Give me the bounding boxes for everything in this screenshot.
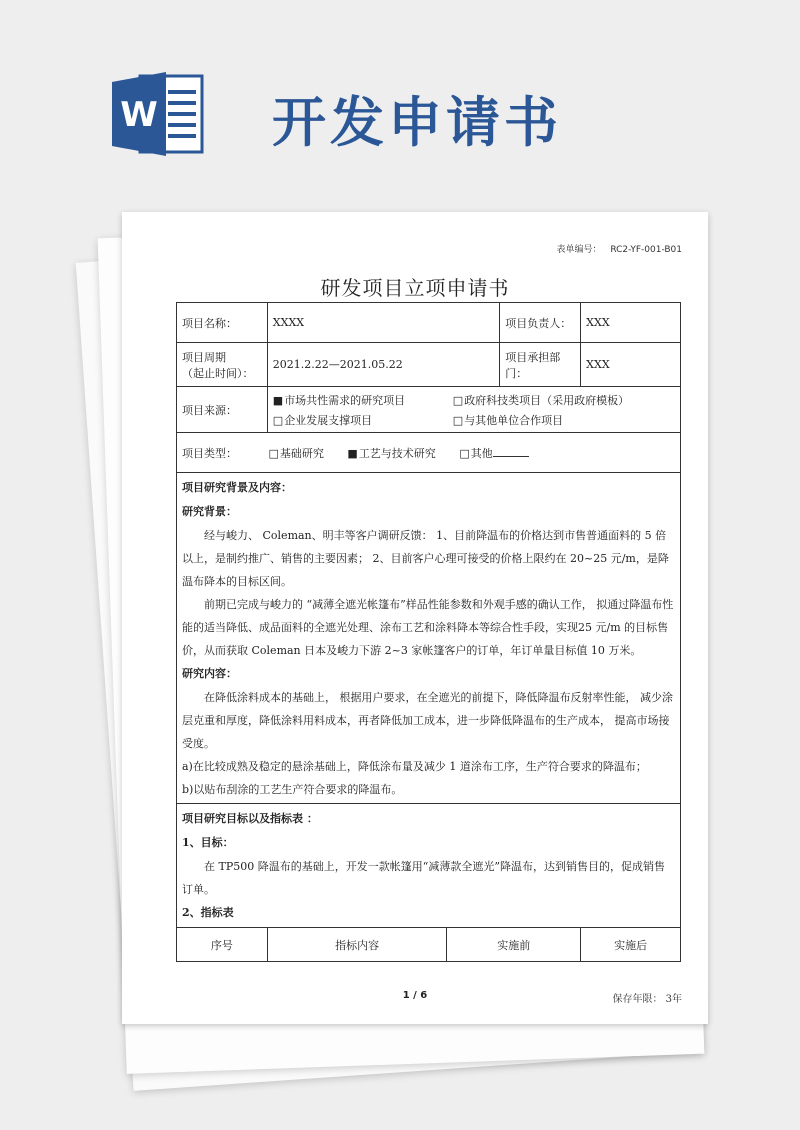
application-form-table <box>176 302 681 962</box>
content-item-b: b)以贴布刮涂的工艺生产符合要求的降温布。 <box>182 783 403 796</box>
option-label: 工艺与技术研究 <box>358 446 436 460</box>
checked-box-icon: ■ <box>272 393 284 407</box>
period-label-line2: （起止时间）： <box>182 366 254 380</box>
unchecked-box-icon: □ <box>452 413 464 427</box>
form-row-type <box>177 433 681 473</box>
option-label: 基础研究 <box>279 446 324 460</box>
other-blank-line <box>493 446 529 457</box>
type-option-basic[interactable] <box>269 445 324 461</box>
type-option-process[interactable] <box>347 445 435 461</box>
unchecked-box-icon: □ <box>272 413 284 427</box>
owner-label: 项目负责人： <box>500 303 581 343</box>
unchecked-box-icon: □ <box>459 446 470 460</box>
dept-value: XXX <box>581 343 681 387</box>
form-number-value: RC2-YF-001-B01 <box>610 245 682 255</box>
content-title: 研究内容： <box>182 667 237 680</box>
project-name-value: XXXX <box>267 303 500 343</box>
word-document-icon <box>110 70 210 158</box>
type-label: 项目类型： <box>182 446 237 460</box>
period-value: 2021.2.22—2021.05.22 <box>267 343 500 387</box>
form-number-label: 表单编号： <box>556 245 602 255</box>
project-type <box>177 433 681 473</box>
svg-text:W: W <box>120 95 158 135</box>
source-options <box>267 387 680 433</box>
index-header-content: 指标内容 <box>267 928 447 962</box>
option-label: 与其他单位合作项目 <box>464 413 564 427</box>
owner-value: XXX <box>581 303 681 343</box>
project-name-label: 项目名称： <box>177 303 268 343</box>
background-title: 研究背景： <box>182 505 237 518</box>
index-table-header <box>177 928 681 962</box>
content-paragraph: 在降低涂料成本的基础上， 根据用户要求，在全遮光的前提下，降低降温布反射率性能， 减少涂层克重和厚度，降低涂料用料成本，再者降低加工成本，进一步降低降温布的生产成本， 提高市场接受度。 <box>182 691 673 750</box>
option-label: 市场共性需求的研究项目 <box>284 393 406 407</box>
background-section <box>177 473 681 804</box>
index-title: 2、指标表 <box>182 906 234 919</box>
source-option-market[interactable] <box>273 392 453 408</box>
page-number: 1 / 6 <box>402 990 428 1001</box>
source-option-enterprise[interactable] <box>273 412 453 428</box>
goals-section-title: 项目研究目标以及指标表 ： <box>182 812 318 825</box>
source-label: 项目来源： <box>177 387 268 433</box>
period-label-line1: 项目周期 <box>182 350 226 364</box>
form-row-source <box>177 387 681 433</box>
goal-paragraph: 在 TP500 降温布的基础上，开发一款帐篷用“减薄款全遮光”降温布，达到销售目的，促成销售订单。 <box>182 860 665 896</box>
option-label: 其他 <box>470 446 493 460</box>
dept-label: 项目承担部门： <box>500 343 581 387</box>
source-option-government[interactable] <box>453 392 675 408</box>
header-banner <box>0 0 800 190</box>
form-number <box>556 242 682 255</box>
background-paragraph-1: 经与峻力、 Coleman、明丰等客户调研反馈： 1、目前降温布的价格达到市售普通面料的 5 倍以上，是制约推广、销售的主要因素； 2、目前客户心理可接受的价格上限约在 20~25 元/m，是降温布降本的目标区间。 <box>182 529 669 588</box>
index-header-no: 序号 <box>177 928 268 962</box>
goals-section <box>177 804 681 928</box>
option-label: 政府科技类项目（采用政府模板） <box>464 393 630 407</box>
form-row-background <box>177 473 681 804</box>
goal-title: 1、目标： <box>182 836 234 849</box>
index-header-before: 实施前 <box>447 928 581 962</box>
form-row-goals <box>177 804 681 928</box>
index-header-after: 实施后 <box>581 928 681 962</box>
document-title: 研发项目立项申请书 <box>320 276 510 300</box>
option-label: 企业发展支撑项目 <box>284 413 373 427</box>
source-option-cooperation[interactable] <box>453 412 675 428</box>
banner-title: 开发申请书 <box>272 91 562 154</box>
checked-box-icon: ■ <box>347 446 358 460</box>
type-option-other[interactable] <box>459 445 528 461</box>
unchecked-box-icon: □ <box>268 446 279 460</box>
period-label <box>177 343 268 387</box>
unchecked-box-icon: □ <box>452 393 464 407</box>
background-paragraph-2: 前期已完成与峻力的 “减薄全遮光帐篷布”样品性能参数和外观手感的确认工作， 拟通过降温布性能的适当降低、成品面料的全遮光处理、涂布工艺和涂料降本等综合性手段，实现25 元/m 的目标售价，从而获取 Coleman 日本及峻力下游 2~3 家帐篷客户的订单，年订单量目标值 10 万米。 <box>182 598 674 657</box>
retention-period: 保存年限： 3年 <box>612 994 682 1005</box>
form-row-period <box>177 343 681 387</box>
background-section-title: 项目研究背景及内容： <box>182 481 292 494</box>
content-item-a: a)在比较成熟及稳定的悬涂基础上，降低涂布量及减少 1 道涂布工序，生产符合要求的降温布； <box>182 760 647 773</box>
form-row-project-name <box>177 303 681 343</box>
document-page <box>122 212 708 1024</box>
